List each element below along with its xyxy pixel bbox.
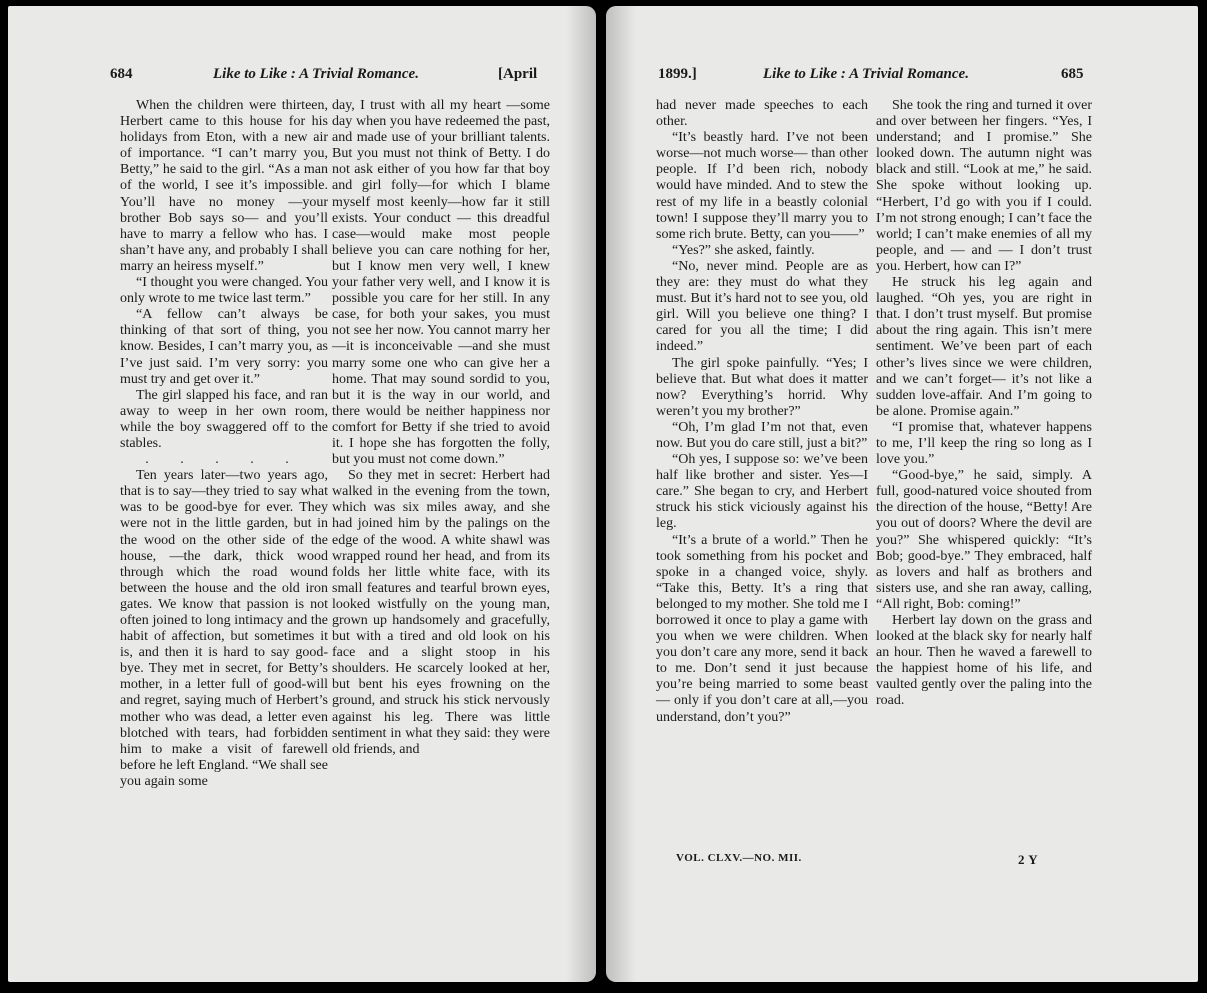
- paragraph: Herbert lay down on the grass and looked at the black sky for nearly half an hour. Then he waved a farewell to the happiest home of his life, and vaulted gently over the paling into the road.: [876, 613, 1092, 709]
- paragraph: The girl slapped his face, and ran away to weep in her own room, while the boy swaggered off to the stables.: [120, 387, 328, 451]
- right-column-2: [876, 98, 1092, 710]
- paragraph: had never made speeches to each other.: [656, 98, 868, 130]
- running-title-right: Like to Like : A Trivial Romance.: [763, 66, 969, 82]
- page-number-right: 685: [1061, 66, 1084, 82]
- paragraph: So they met in secret: Herbert had walked in the evening from the town, which was six miles away, and she had joined him by the palings on the edge of the wood. A white shawl was wrapped round her head, and from its folds her little white face, with its small features and tearful brown eyes, looked wistfully on the young man, grown up handsomely and gracefully, but with a tired and old look on his face and a slight stoop in his shoulders. He scarcely looked at her, but bent his eyes frowning on the ground, and struck his stick nervously against his leg. There was little sentiment in what they said: they were old friends, and: [332, 468, 550, 757]
- running-title-left: Like to Like : A Trivial Romance.: [213, 66, 419, 82]
- page-footer: [606, 852, 1198, 870]
- left-column-1: [120, 98, 328, 790]
- issue-month: [April: [498, 66, 538, 82]
- right-column-1: [656, 98, 868, 726]
- gutter-shadow: [566, 6, 596, 982]
- paragraph: He struck his leg again and laughed. “Oh yes, you are right in that. I don’t trust myself. But promise about the ring again. This isn’t mere sentiment. We’ve been part of each other’s lives since we were children, and we can’t forget— it’s not like a sudden love-affair. And I’m going to be alone. Promise again.”: [876, 275, 1092, 419]
- right-page: [606, 6, 1198, 982]
- paragraph: “Oh yes, I suppose so: we’ve been half like brother and sister. Yes—I care.” She began to cry, and Herbert struck his stick viciously against his leg.: [656, 452, 868, 532]
- paragraph: day, I trust with all my heart —some day when you have redeemed the past, and made use of your brilliant talents. But you must not think of Betty. I do not ask either of you how far that boy and girl folly—for which I blame myself most keenly—how far it still exists. Your conduct — this dreadful case—would make most people believe you can care nothing for her, but I know men very well, I knew your father very well, and I know it is possible you care for her still. In any case, for both your sakes, you must not see her now. You cannot marry her—it is inconceivable —and she must marry some one who can give her a home. That may sound sordid to you, but it is the way in our world, and there would be neither happiness nor comfort for Betty if she tried to avoid it. I hope she has forgotten the folly, but you must not come down.”: [332, 98, 550, 468]
- paragraph: “It’s beastly hard. I’ve not been worse—not much worse— than other people. If I’d been rich, nobody would have minded. And to stew the rest of my life in a beastly colonial town! I suppose they’ll marry you to some rich brute. Betty, can you——”: [656, 130, 868, 242]
- left-page: [8, 6, 596, 982]
- paragraph: “A fellow can’t always be thinking of that sort of thing, you know. Besides, I can’t marry you, as I’ve just said. I’m very sorry: you must try and get over it.”: [120, 307, 328, 387]
- running-head-right: [606, 66, 1198, 88]
- page-number-left: 684: [110, 66, 133, 82]
- volume-number: VOL. CLXV.—NO. MII.: [676, 852, 802, 864]
- paragraph: Ten years later—two years ago, that is to say—they tried to say what was to be good-bye for ever. They were not in the little garden, but in the wood on the other side of the house, —the dark, thick wood through which the road wound between the house and the old iron gates. We know that passion is not often joined to long intimacy and the habit of affection, but sometimes it is, and then it is hard to say good-bye. They met in secret, for Betty’s mother, in a letter full of good-will and regret, saying much of Herbert’s mother who was dead, a letter even blotched with tears, had forbidden him to make a visit of farewell before he left England. “We shall see you again some: [120, 468, 328, 789]
- paragraph: She took the ring and turned it over and over between her fingers. “Yes, I understand; and I promise.” She looked down. The autumn night was black and still. “Look at me,” he said. She spoke without looking up. “Herbert, I’d go with you if I could. I’m not strong enough; I can’t face the world; I can’t make enemies of all my people, and — and — I don’t trust you. Herbert, how can I?”: [876, 98, 1092, 274]
- gutter-shadow: [606, 6, 636, 982]
- paragraph: “Yes?” she asked, faintly.: [672, 242, 815, 258]
- paragraph: “No, never mind. People are as they are: they must do what they must. But it’s hard not to see you, old girl. Will you believe one thing? I cared for you all the time; I did indeed.”: [656, 258, 868, 355]
- paragraph: “I thought you were changed. You only wrote to me twice last term.”: [120, 275, 328, 307]
- signature-mark: 2 Y: [1018, 852, 1039, 867]
- paragraph: When the children were thirteen, Herbert came to this house for his holidays from Eton, with a new air of importance. “I can’t marry you, Betty,” he said to the girl. “As a man of the world, I see it’s impossible. You’ll have no money —your brother Bob says so— and you’ll have to marry a fellow who has. I shan’t have any, and probably I shall marry an heiress myself.”: [120, 98, 328, 274]
- paragraph: “I promise that, whatever happens to me, I’ll keep the ring so long as I love you.”: [876, 419, 1092, 468]
- left-column-2: [332, 98, 550, 758]
- section-break: . . . . .: [145, 452, 303, 468]
- paragraph: “Good-bye,” he said, simply. A full, good-natured voice shouted from the direction of the house, “Betty! Are you out of doors? Where the devil are you?” She whispered quickly: “It’s Bob; good-bye.” They embraced, half as lovers and half as brothers and sisters use, and she ran away, calling, “All right, Bob: coming!”: [876, 468, 1092, 612]
- paragraph: “Oh, I’m glad I’m not that, even now. But you do care still, just a bit?”: [656, 419, 868, 451]
- year: 1899.]: [658, 66, 697, 82]
- paragraph: “It’s a brute of a world.” Then he took something from his pocket and spoke in a changed voice, shyly. “Take this, Betty. It’s a ring that belonged to my mother. She told me I borrowed it once to play a game with you when we were children. When you don’t care any more, send it back to me. Don’t send it just because you’re being married to some beast — only if you don’t care at all,—you understand, don’t you?”: [656, 532, 868, 725]
- paragraph: The girl spoke painfully. “Yes; I believe that. But what does it matter now? Everything’s horrid. Why weren’t you my brother?”: [656, 355, 868, 419]
- running-head-left: [8, 66, 596, 88]
